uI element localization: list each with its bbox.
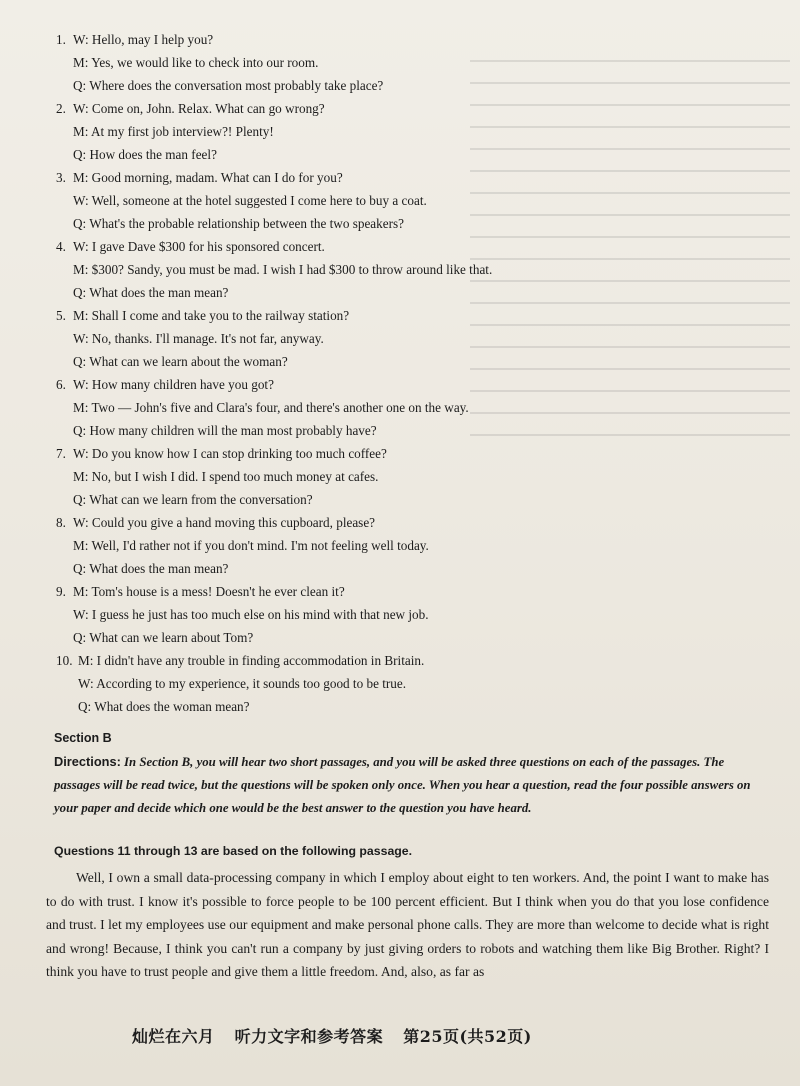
line-text: W: How many children have you got? <box>73 377 274 392</box>
speaker-line: M: Two — John's five and Clara's four, and there's another one on the way. <box>73 400 469 415</box>
question-line: Q: What does the man mean? <box>73 285 229 300</box>
conversation-item <box>56 166 756 235</box>
conversation-item <box>56 511 756 580</box>
section-b-title: Section B <box>54 731 112 745</box>
line-text: M: Shall I come and take you to the railway station? <box>73 308 350 323</box>
speaker-line: M: At my first job interview?! Plenty! <box>73 124 274 139</box>
speaker-line: M: $300? Sandy, you must be mad. I wish I had $300 to throw around like that. <box>73 262 493 277</box>
speaker-line: M: No, but I wish I did. I spend too much money at cafes. <box>73 469 379 484</box>
conversation-item <box>56 97 756 166</box>
line-text: M: Tom's house is a mess! Doesn't he ever clean it? <box>73 584 345 599</box>
conversation-item <box>56 649 756 718</box>
item-number: 9. <box>56 584 66 599</box>
speaker-line <box>56 304 756 327</box>
item-number: 2. <box>56 101 66 116</box>
speaker-line: M: Yes, we would like to check into our room. <box>73 55 319 70</box>
line-text: W: Hello, may I help you? <box>73 32 214 47</box>
passage-text: Well, I own a small data-processing company in which I employ about eight to ten workers. And, the point I want to make has to do with trust. I know it's possible to force people to be 100 percent efficient. But I think when you do that you lose confidence and trust. I let my employees use our equipment and make personal phone calls. They are more than welcome to decide what is right and wrong! Because, I think you can't run a company by just giving orders to robots and watching them like Big Brother. Right? I think you have to trust people and give them a little freedom. And, also, as far as <box>46 870 769 979</box>
speaker-line <box>56 511 756 534</box>
item-number: 7. <box>56 446 66 461</box>
speaker-line <box>56 166 756 189</box>
line-text: M: I didn't have any trouble in finding accommodation in Britain. <box>78 653 425 668</box>
directions-text: In Section B, you will hear two short passages, and you will be asked three questions on each of the passages. The passages will be read twice, but the questions will be spoken only once. When you hear a question, read the four possible answers on your paper and decide which one would be the best answer to the question you have heard. <box>54 755 751 815</box>
speaker-line <box>56 97 756 120</box>
speaker-line: W: No, thanks. I'll manage. It's not far, anyway. <box>73 331 324 346</box>
line-text: W: Come on, John. Relax. What can go wrong? <box>73 101 325 116</box>
question-line: Q: What can we learn from the conversation? <box>73 492 313 507</box>
speaker-line: W: According to my experience, it sounds too good to be true. <box>78 676 407 691</box>
speaker-line: M: Well, I'd rather not if you don't mind. I'm not feeling well today. <box>73 538 429 553</box>
item-number: 10. <box>56 653 73 668</box>
question-line: Q: What does the woman mean? <box>78 699 250 714</box>
speaker-line: W: I guess he just has too much else on his mind with that new job. <box>73 607 429 622</box>
speaker-line <box>56 649 756 672</box>
line-text: M: Good morning, madam. What can I do for you? <box>73 170 343 185</box>
line-text: W: I gave Dave $300 for his sponsored concert. <box>73 239 325 254</box>
item-number: 4. <box>56 239 66 254</box>
line-text: W: Do you know how I can stop drinking too much coffee? <box>73 446 387 461</box>
question-line: Q: Where does the conversation most probably take place? <box>73 78 384 93</box>
directions-label: Directions: <box>54 754 121 769</box>
questions-heading: Questions 11 through 13 are based on the following passage. <box>54 844 413 858</box>
item-number: 5. <box>56 308 66 323</box>
section-b-directions <box>54 750 769 820</box>
conversation-item <box>56 373 756 442</box>
item-number: 8. <box>56 515 66 530</box>
question-line: Q: How does the man feel? <box>73 147 217 162</box>
speaker-line <box>56 235 756 258</box>
page-footer <box>132 1024 732 1047</box>
section-a-dialogues <box>56 28 756 718</box>
book-title: 灿烂在六月 <box>132 1027 215 1046</box>
conversation-item <box>56 580 756 649</box>
conversation-item <box>56 442 756 511</box>
question-line: Q: What can we learn about the woman? <box>73 354 288 369</box>
question-line: Q: What can we learn about Tom? <box>73 630 254 645</box>
speaker-line <box>56 28 756 51</box>
speaker-line <box>56 373 756 396</box>
conversation-item <box>56 235 756 304</box>
speaker-line: W: Well, someone at the hotel suggested I come here to buy a coat. <box>73 193 427 208</box>
question-line: Q: What does the man mean? <box>73 561 229 576</box>
line-text: W: Could you give a hand moving this cupboard, please? <box>73 515 376 530</box>
conversation-item <box>56 304 756 373</box>
footer-subtitle: 听力文字和参考答案 <box>234 1027 384 1046</box>
question-line: Q: What's the probable relationship between the two speakers? <box>73 216 404 231</box>
item-number: 3. <box>56 170 66 185</box>
page-number: 第25页(共52页) <box>403 1027 532 1046</box>
speaker-line <box>56 580 756 603</box>
speaker-line <box>56 442 756 465</box>
conversation-item <box>56 28 756 97</box>
question-line: Q: How many children will the man most probably have? <box>73 423 377 438</box>
item-number: 1. <box>56 32 66 47</box>
item-number: 6. <box>56 377 66 392</box>
